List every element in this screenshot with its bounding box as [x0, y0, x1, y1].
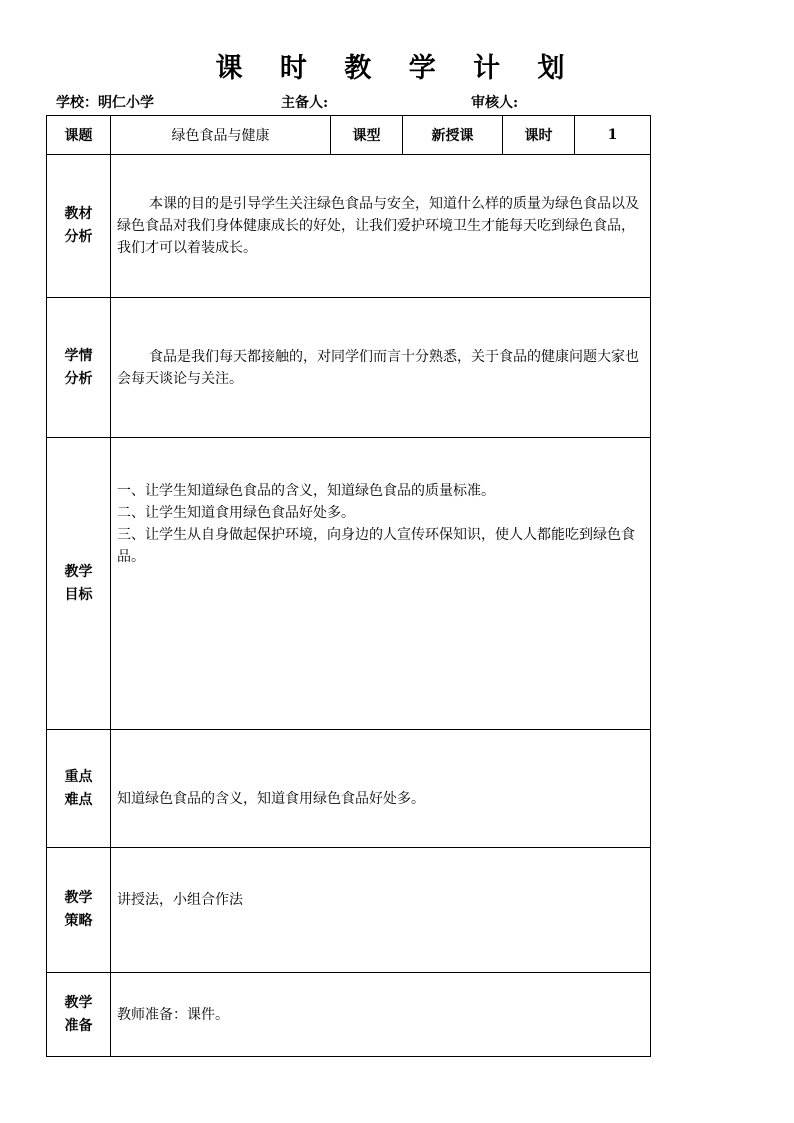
paragraph: 教师准备：课件。 [117, 1006, 229, 1023]
section-row-objectives [47, 438, 651, 730]
paragraph: 本课的目的是引导学生关注绿色食品与安全，知道什么样的质量为绿色食品以及绿色食品对我们身体健康成长的好处，让我们爱护环境卫生才能每天吃到绿色食品，我们才可以着装成长。 [117, 196, 639, 256]
list-item: 二、让学生知道食用绿色食品好处多。 [117, 505, 355, 521]
school-label: 学校： [56, 95, 98, 111]
section-row-key-points [47, 730, 651, 848]
topic-label: 课题 [47, 116, 111, 155]
page-title: 课 时 教 学 计 划 [215, 53, 579, 84]
topic-value: 绿色食品与健康 [111, 116, 331, 155]
header-row [47, 116, 651, 155]
section-content [111, 848, 651, 973]
reviewer-label: 审核人: [471, 95, 519, 111]
hours-value: 1 [575, 116, 651, 155]
list-item: 一、让学生知道绿色食品的含义，知道绿色食品的质量标准。 [117, 483, 495, 499]
list-item: 三、让学生从自身做起保护环境，向身边的人宣传环保知识，使人人都能吃到绿色食品。 [117, 527, 635, 565]
preparer-label: 主备人: [281, 95, 329, 111]
type-label: 课型 [331, 116, 403, 155]
section-label: 教材 分析 [47, 155, 111, 298]
section-content [111, 155, 651, 298]
section-label: 教学 目标 [47, 438, 111, 730]
section-label: 教学 准备 [47, 973, 111, 1057]
school-value: 明仁小学 [98, 95, 154, 111]
section-label: 重点 难点 [47, 730, 111, 848]
section-row-material-analysis [47, 155, 651, 298]
section-content [111, 730, 651, 848]
paragraph: 讲授法，小组合作法 [117, 892, 243, 908]
section-label: 教学 策略 [47, 848, 111, 973]
section-row-strategy [47, 848, 651, 973]
section-row-preparation [47, 973, 651, 1057]
section-content [111, 298, 651, 438]
paragraph: 知道绿色食品的含义，知道食用绿色食品好处多。 [117, 791, 425, 807]
school-field [56, 92, 154, 112]
type-value: 新授课 [403, 116, 503, 155]
section-content [111, 438, 651, 730]
lesson-plan-table [46, 115, 651, 1057]
hours-label: 课时 [503, 116, 575, 155]
section-row-student-analysis [47, 298, 651, 438]
paragraph: 食品是我们每天都接触的，对同学们而言十分熟悉，关于食品的健康问题大家也会每天谈论与关注。 [117, 348, 639, 387]
section-label: 学情 分析 [47, 298, 111, 438]
section-content [111, 973, 651, 1057]
